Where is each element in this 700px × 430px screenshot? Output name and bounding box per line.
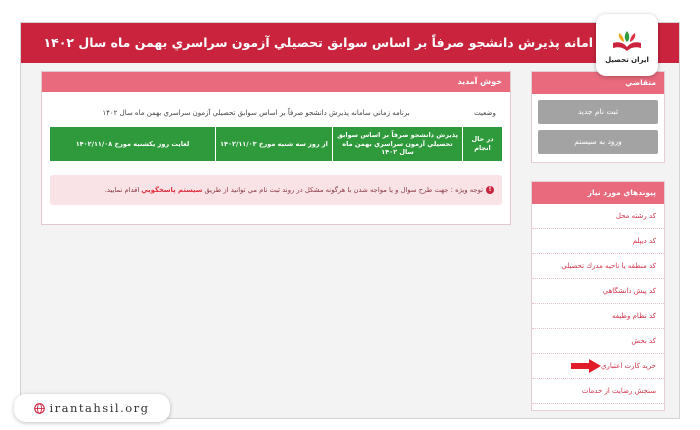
status-column-header: وضعيت	[474, 109, 496, 117]
links-box	[531, 181, 665, 411]
globe-icon	[34, 403, 45, 414]
link-region-code[interactable]: كد منطقه يا ناحيه مدرك تحصيلي	[532, 254, 664, 279]
table-row	[50, 127, 502, 161]
login-button[interactable]: ورود به سيستم	[538, 130, 658, 154]
links-header: پيوندهاي مورد نياز	[532, 182, 664, 204]
notice-text: توجه ويژه : جهت طرح سوال و يا مواجه شدن با هرگونه مشكل در روند ثبت نام مي توانيد از طريق	[204, 186, 483, 194]
links-list	[532, 204, 664, 404]
site-url: irantahsil.org	[49, 401, 150, 415]
applicant-header: متقاضي	[532, 72, 664, 94]
book-logo-icon	[610, 27, 644, 53]
red-arrow-icon	[571, 359, 601, 373]
page-banner: امانه پذيرش دانشجو صرفاً بر اساس سوابق تحصيلي آزمون سراسري بهمن ماه سال ۱۴۰۲	[21, 23, 679, 63]
screenshot-frame	[20, 22, 680, 419]
link-diploma-code[interactable]: كد ديپلم	[532, 229, 664, 254]
site-url-badge	[14, 394, 170, 422]
schedule-table-header	[50, 102, 502, 124]
welcome-header: خوش آمديد	[42, 72, 510, 92]
row-start-date: از روز سه شنبه مورخ ۱۴۰۲/۱۱/۰۳	[215, 127, 332, 161]
welcome-panel	[41, 71, 511, 225]
support-system-link[interactable]: سيستم پاسخگويي	[141, 186, 203, 194]
link-military-code[interactable]: كد نظام وظيفه	[532, 304, 664, 329]
new-registration-button[interactable]: ثبت نام جديد	[538, 100, 658, 124]
link-satisfaction-survey[interactable]: سنجش رضايت از خدمات	[532, 379, 664, 404]
row-end-date: لغايت روز يكشنبه مورخ ۱۴۰۲/۱۱/۰۸	[50, 127, 215, 161]
irantahsil-logo	[596, 14, 658, 76]
row-title: پذيرش دانشجو صرفاً بر اساس سوابق تحصيلي آزمون سراسري بهمن ماه سال ۱۴۰۲	[332, 127, 462, 161]
notice-suffix: اقدام نماييد.	[104, 186, 140, 194]
link-program-code[interactable]: كد رشته محل	[532, 204, 664, 229]
notice-box	[50, 175, 502, 205]
row-status: در حال انجام	[462, 127, 502, 161]
link-district-code[interactable]: كد بخش	[532, 329, 664, 354]
alert-icon: !	[486, 186, 494, 194]
schedule-column-header: برنامه زماني سامانه پذيرش دانشجو صرفاً بر اساس سوابق تحصيلي آزمون سراسري بهمن ماه سال ۱۴۰۲	[102, 109, 410, 117]
link-buy-credit-card[interactable]: خريد كارت اعتباري	[532, 354, 664, 379]
applicant-box	[531, 71, 665, 163]
link-preuniversity-code[interactable]: كد پيش دانشگاهي	[532, 279, 664, 304]
logo-text: ایران تحصیل	[605, 55, 649, 64]
